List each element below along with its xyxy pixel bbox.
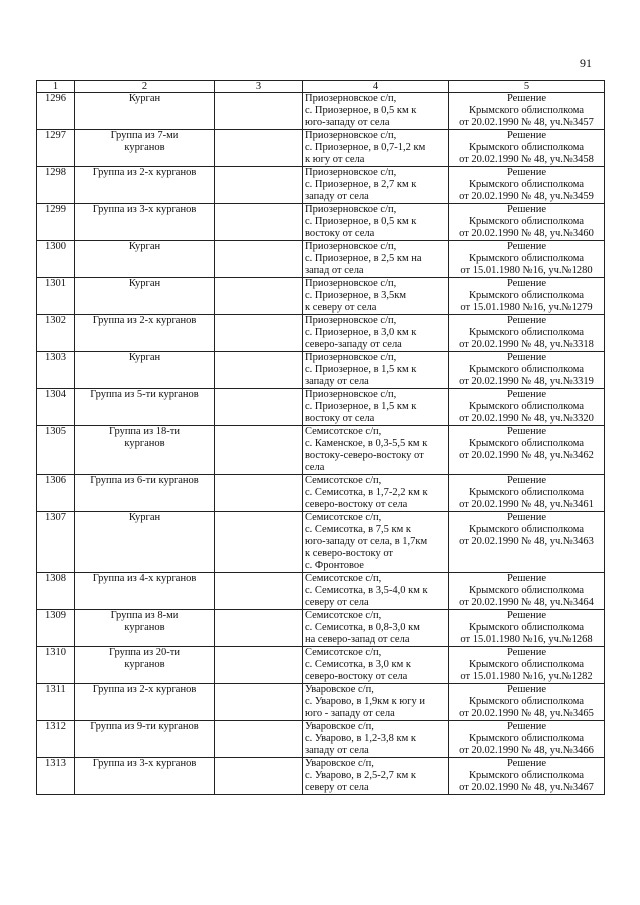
empty-column-cell	[215, 475, 303, 512]
table-header-row	[37, 81, 605, 93]
monument-name-cell	[75, 204, 215, 241]
table-row	[37, 684, 605, 721]
empty-column-cell	[215, 684, 303, 721]
column-header: 5	[449, 81, 605, 93]
location-cell: Приозерновское с/п, с. Приозерное, в 3,5км к северу от села	[303, 278, 449, 315]
monument-name-cell	[75, 647, 215, 684]
location-cell: Приозерновское с/п, с. Приозерное, в 2,7 км к западу от села	[303, 167, 449, 204]
row-number-cell: 1311	[37, 684, 75, 721]
location-cell: Семисотское с/п, с. Семисотка, в 3,0 км к северо-востоку от села	[303, 647, 449, 684]
empty-column-cell	[215, 389, 303, 426]
row-number-cell: 1309	[37, 610, 75, 647]
location-cell: Уваровское с/п, с. Уварово, в 2,5-2,7 км к северу от села	[303, 758, 449, 795]
location-cell: Семисотское с/п, с. Семисотка, в 0,8-3,0 км на северо-запад от села	[303, 610, 449, 647]
table-row	[37, 389, 605, 426]
empty-column-cell	[215, 93, 303, 130]
table-row	[37, 475, 605, 512]
column-header: 3	[215, 81, 303, 93]
protection-document-cell: Решение Крымского облисполкома от 20.02.1990 № 48, уч.№3457	[449, 93, 605, 130]
protection-document-cell: Решение Крымского облисполкома от 20.02.1990 № 48, уч.№3463	[449, 512, 605, 573]
monument-name-text: Группа из 8-ми курганов	[110, 610, 179, 633]
protection-document-cell: Решение Крымского облисполкома от 20.02.1990 № 48, уч.№3458	[449, 130, 605, 167]
monument-name-text: Курган	[128, 93, 161, 104]
row-number-cell: 1304	[37, 389, 75, 426]
protection-document-cell: Решение Крымского облисполкома от 20.02.1990 № 48, уч.№3320	[449, 389, 605, 426]
protection-document-cell: Решение Крымского облисполкома от 15.01.1980 №16, уч.№1282	[449, 647, 605, 684]
page-number: 91	[580, 56, 592, 70]
table-row	[37, 130, 605, 167]
table-row	[37, 758, 605, 795]
row-number-cell: 1298	[37, 167, 75, 204]
row-number-cell: 1301	[37, 278, 75, 315]
location-cell: Семисотское с/п, с. Каменское, в 0,3-5,5 км к востоку-северо-востоку от села	[303, 426, 449, 475]
row-number-cell: 1300	[37, 241, 75, 278]
empty-column-cell	[215, 352, 303, 389]
protection-document-cell: Решение Крымского облисполкома от 15.01.1980 №16, уч.№1280	[449, 241, 605, 278]
empty-column-cell	[215, 426, 303, 475]
column-header: 4	[303, 81, 449, 93]
location-cell: Приозерновское с/п, с. Приозерное, в 3,0 км к северо-западу от села	[303, 315, 449, 352]
location-cell: Уваровское с/п, с. Уварово, в 1,9км к югу и юго - западу от села	[303, 684, 449, 721]
monument-name-text: Группа из 2-х курганов	[92, 315, 197, 326]
location-cell: Приозерновское с/п, с. Приозерное, в 1,5 км к востоку от села	[303, 389, 449, 426]
protection-document-cell: Решение Крымского облисполкома от 15.01.1980 №16, уч.№1268	[449, 610, 605, 647]
location-cell: Приозерновское с/п, с. Приозерное, в 0,5 км к востоку от села	[303, 204, 449, 241]
empty-column-cell	[215, 721, 303, 758]
table-row	[37, 241, 605, 278]
row-number-cell: 1307	[37, 512, 75, 573]
location-cell: Семисотское с/п, с. Семисотка, в 3,5-4,0 км к северу от села	[303, 573, 449, 610]
table-row	[37, 647, 605, 684]
monument-name-text: Группа из 18-ти курганов	[109, 426, 180, 449]
column-header: 1	[37, 81, 75, 93]
monument-name-cell	[75, 512, 215, 573]
row-number-cell: 1299	[37, 204, 75, 241]
protection-document-cell: Решение Крымского облисполкома от 20.02.1990 № 48, уч.№3464	[449, 573, 605, 610]
row-number-cell: 1305	[37, 426, 75, 475]
monument-name-cell	[75, 130, 215, 167]
protection-document-cell: Решение Крымского облисполкома от 20.02.1990 № 48, уч.№3459	[449, 167, 605, 204]
column-header: 2	[75, 81, 215, 93]
monuments-table	[36, 80, 605, 795]
monument-name-cell	[75, 684, 215, 721]
table-row	[37, 204, 605, 241]
protection-document-cell: Решение Крымского облисполкома от 20.02.1990 № 48, уч.№3319	[449, 352, 605, 389]
monument-name-cell	[75, 610, 215, 647]
monument-name-cell	[75, 167, 215, 204]
monument-name-cell	[75, 573, 215, 610]
location-cell: Семисотское с/п, с. Семисотка, в 7,5 км к юго-западу от села, в 1,7км к северо-востоку от с. Фронтовое	[303, 512, 449, 573]
monument-name-text: Группа из 2-х курганов	[92, 684, 197, 695]
monument-name-cell	[75, 278, 215, 315]
row-number-cell: 1308	[37, 573, 75, 610]
table-row	[37, 167, 605, 204]
monument-name-text: Группа из 4-х курганов	[92, 573, 197, 584]
location-cell: Приозерновское с/п, с. Приозерное, в 0,7-1,2 км к югу от села	[303, 130, 449, 167]
empty-column-cell	[215, 204, 303, 241]
empty-column-cell	[215, 241, 303, 278]
table-row	[37, 573, 605, 610]
table-row	[37, 426, 605, 475]
empty-column-cell	[215, 758, 303, 795]
protection-document-cell: Решение Крымского облисполкома от 20.02.1990 № 48, уч.№3467	[449, 758, 605, 795]
empty-column-cell	[215, 278, 303, 315]
table-row	[37, 512, 605, 573]
monument-name-cell	[75, 758, 215, 795]
location-cell: Уваровское с/п, с. Уварово, в 1,2-3,8 км к западу от села	[303, 721, 449, 758]
monument-name-cell	[75, 93, 215, 130]
empty-column-cell	[215, 315, 303, 352]
row-number-cell: 1302	[37, 315, 75, 352]
row-number-cell: 1296	[37, 93, 75, 130]
monument-name-cell	[75, 315, 215, 352]
monument-name-text: Курган	[128, 512, 161, 523]
protection-document-cell: Решение Крымского облисполкома от 20.02.1990 № 48, уч.№3461	[449, 475, 605, 512]
table-row	[37, 278, 605, 315]
table-row	[37, 721, 605, 758]
protection-document-cell: Решение Крымского облисполкома от 20.02.1990 № 48, уч.№3318	[449, 315, 605, 352]
empty-column-cell	[215, 130, 303, 167]
monument-name-cell	[75, 241, 215, 278]
empty-column-cell	[215, 512, 303, 573]
table-row	[37, 352, 605, 389]
monument-name-text: Группа из 6-ти курганов	[90, 475, 199, 486]
row-number-cell: 1310	[37, 647, 75, 684]
row-number-cell: 1312	[37, 721, 75, 758]
monument-name-cell	[75, 721, 215, 758]
monument-name-cell	[75, 475, 215, 512]
empty-column-cell	[215, 610, 303, 647]
monument-name-text: Группа из 3-х курганов	[92, 204, 197, 215]
row-number-cell: 1306	[37, 475, 75, 512]
row-number-cell: 1297	[37, 130, 75, 167]
location-cell: Приозерновское с/п, с. Приозерное, в 2,5 км на запад от села	[303, 241, 449, 278]
location-cell: Приозерновское с/п, с. Приозерное, в 1,5 км к западу от села	[303, 352, 449, 389]
monument-name-text: Группа из 7-ми курганов	[110, 130, 179, 153]
monument-name-text: Группа из 5-ти курганов	[90, 389, 199, 400]
location-cell: Приозерновское с/п, с. Приозерное, в 0,5 км к юго-западу от села	[303, 93, 449, 130]
monument-name-text: Группа из 2-х курганов	[92, 167, 197, 178]
table-row	[37, 93, 605, 130]
empty-column-cell	[215, 167, 303, 204]
monument-name-text: Группа из 3-х курганов	[92, 758, 197, 769]
empty-column-cell	[215, 573, 303, 610]
location-cell: Семисотское с/п, с. Семисотка, в 1,7-2,2 км к северо-востоку от села	[303, 475, 449, 512]
row-number-cell: 1303	[37, 352, 75, 389]
monument-name-text: Группа из 20-ти курганов	[109, 647, 180, 670]
monument-name-text: Курган	[128, 278, 161, 289]
monument-name-text: Группа из 9-ти курганов	[90, 721, 199, 732]
protection-document-cell: Решение Крымского облисполкома от 20.02.1990 № 48, уч.№3462	[449, 426, 605, 475]
protection-document-cell: Решение Крымского облисполкома от 20.02.1990 № 48, уч.№3466	[449, 721, 605, 758]
monument-name-cell	[75, 389, 215, 426]
empty-column-cell	[215, 647, 303, 684]
monument-name-cell	[75, 352, 215, 389]
monument-name-cell	[75, 426, 215, 475]
table-row	[37, 315, 605, 352]
protection-document-cell: Решение Крымского облисполкома от 20.02.1990 № 48, уч.№3460	[449, 204, 605, 241]
monument-name-text: Курган	[128, 241, 161, 252]
protection-document-cell: Решение Крымского облисполкома от 20.02.1990 № 48, уч.№3465	[449, 684, 605, 721]
monument-name-text: Курган	[128, 352, 161, 363]
protection-document-cell: Решение Крымского облисполкома от 15.01.1980 №16, уч.№1279	[449, 278, 605, 315]
table-row	[37, 610, 605, 647]
row-number-cell: 1313	[37, 758, 75, 795]
